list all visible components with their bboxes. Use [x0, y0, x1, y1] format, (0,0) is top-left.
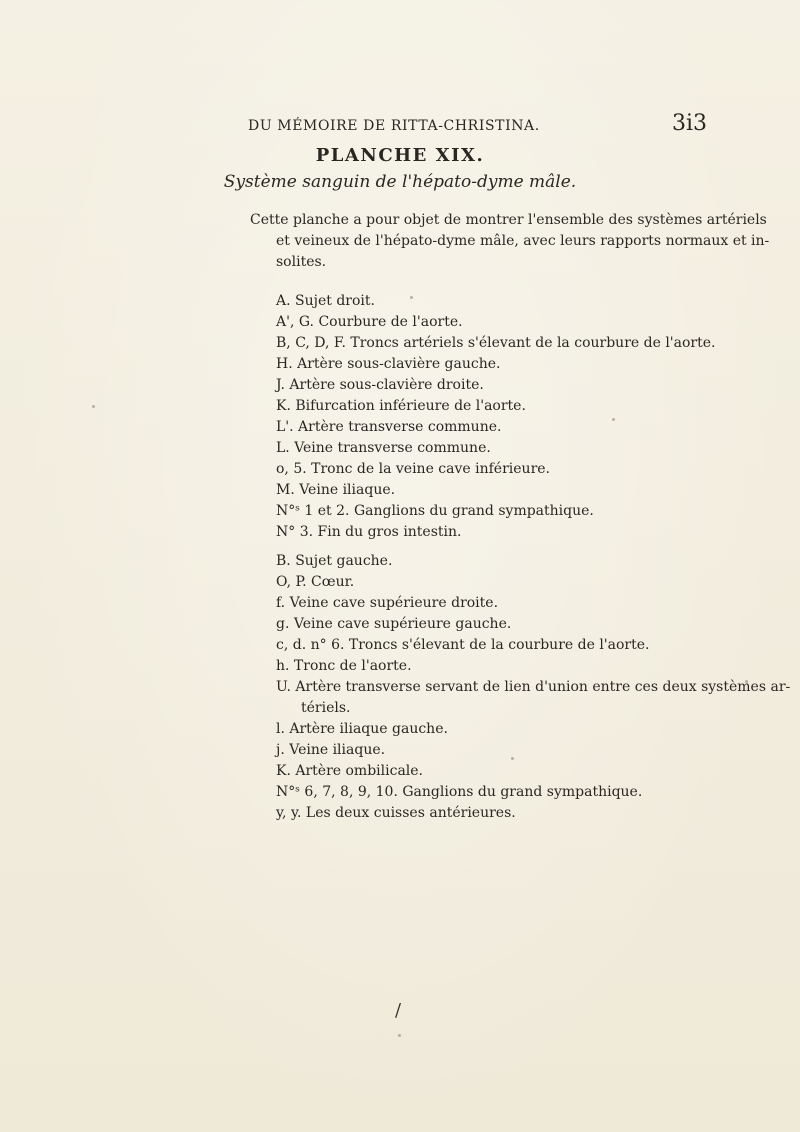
paper-speck [398, 1034, 401, 1037]
legend-entry: N° 3. Fin du gros intestin. [276, 524, 462, 540]
intro-line: et veineux de l'hépato-dyme mâle, avec leurs rapports normaux et in- [276, 233, 770, 249]
legend-entry: g. Veine cave supérieure gauche. [276, 616, 512, 632]
paper-speck [410, 296, 413, 299]
intro-line: solites. [276, 254, 327, 270]
legend-entry: A', G. Courbure de l'aorte. [276, 314, 463, 330]
legend-entry: N°ˢ 1 et 2. Ganglions du grand sympathique. [276, 503, 594, 519]
legend-entry: L. Veine transverse commune. [276, 440, 491, 456]
legend-entry: tériels. [301, 700, 351, 716]
legend-entry: O, P. Cœur. [276, 574, 355, 590]
intro-line: Cette planche a pour objet de montrer l'ensemble des systèmes artériels [250, 212, 767, 228]
legend-entry: N°ˢ 6, 7, 8, 9, 10. Ganglions du grand sympathique. [276, 784, 643, 800]
legend-entry: K. Bifurcation inférieure de l'aorte. [276, 398, 526, 414]
page-number: 3i3 [672, 111, 708, 136]
plate-subtitle: Système sanguin de l'hépato-dyme mâle. [223, 172, 577, 192]
legend-entry: U. Artère transverse servant de lien d'union entre ces deux systèmes ar- [276, 679, 791, 695]
legend-entry: l. Artère iliaque gauche. [276, 721, 448, 737]
paper-speck [511, 757, 514, 760]
running-head [0, 90, 800, 140]
legend-entry: y, y. Les deux cuisses antérieures. [276, 805, 516, 821]
legend-entry: J. Artère sous-clavière droite. [276, 377, 484, 393]
legend-entry: M. Veine iliaque. [276, 482, 396, 498]
legend-entry: K. Artère ombilicale. [276, 763, 423, 779]
legend-entry: c, d. n° 6. Troncs s'élevant de la courbure de l'aorte. [276, 637, 650, 653]
paper-speck [612, 418, 615, 421]
paper-speck [92, 405, 95, 408]
legend-entry: o, 5. Tronc de la veine cave inférieure. [276, 461, 550, 477]
legend-entry: A. Sujet droit. [276, 293, 375, 309]
legend-entry: B. Sujet gauche. [276, 553, 393, 569]
legend-entry: h. Tronc de l'aorte. [276, 658, 412, 674]
paper-speck [745, 680, 748, 683]
legend-entry: j. Veine iliaque. [276, 742, 386, 758]
legend-entry: f. Veine cave supérieure droite. [276, 595, 499, 611]
legend-entry: B, C, D, F. Troncs artériels s'élevant de la courbure de l'aorte. [276, 335, 716, 351]
legend-entry: L'. Artère transverse commune. [276, 419, 502, 435]
legend-entry: H. Artère sous-clavière gauche. [276, 356, 501, 372]
stray-mark: / [395, 1000, 402, 1021]
plate-title: PLANCHE XIX. [315, 145, 485, 166]
running-title: DU MÉMOIRE DE RITTA-CHRISTINA. [248, 118, 540, 134]
